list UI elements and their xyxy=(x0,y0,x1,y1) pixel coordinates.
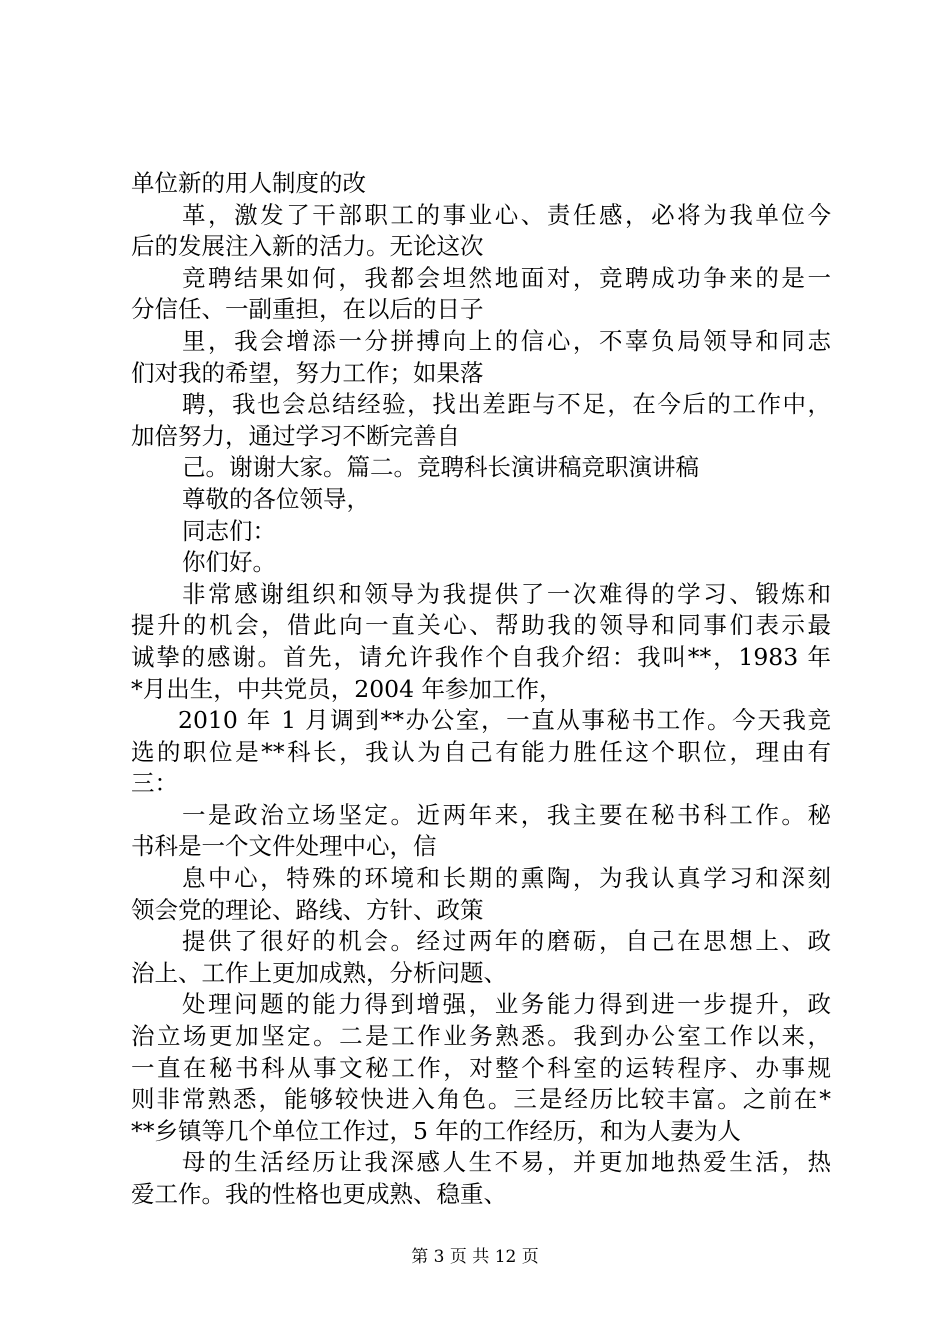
text-line: 竞聘结果如何，我都会坦然地面对，竞聘成功争来的是一 xyxy=(182,263,831,292)
text-line: 一直在秘书科从事文秘工作，对整个科室的运转程序、办事规 xyxy=(131,1053,831,1082)
text-line: 领会党的理论、路线、方针、政策 xyxy=(131,895,484,924)
text-line: 单位新的用人制度的改 xyxy=(131,169,366,197)
text-line: 加倍努力，通过学习不断完善自 xyxy=(131,421,460,450)
text-line: 己。谢谢大家。篇二。竞聘科长演讲稿竞职演讲稿 xyxy=(182,453,699,482)
text-line: 选的职位是**科长，我认为自己有能力胜任这个职位，理由有 xyxy=(131,737,831,766)
text-line: 同志们： xyxy=(182,516,276,545)
text-line: 提升的机会，借此向一直关心、帮助我的领导和同事们表示最 xyxy=(131,611,831,640)
text-line: *月出生，中共党员，2004 年参加工作， xyxy=(131,674,563,703)
text-line: 则非常熟悉，能够较快进入角色。三是经历比较丰富。之前在* xyxy=(131,1085,831,1114)
text-line: 后的发展注入新的活力。无论这次 xyxy=(131,232,484,261)
text-line: 治立场更加坚定。二是工作业务熟悉。我到办公室工作以来， xyxy=(131,1022,831,1051)
text-line: 治上、工作上更加成熟，分析问题、 xyxy=(131,958,507,987)
text-line: 一是政治立场坚定。近两年来，我主要在秘书科工作。秘 xyxy=(182,800,831,829)
text-line: 们对我的希望，努力工作；如果落 xyxy=(131,358,484,387)
text-line: 里，我会增添一分拼搏向上的信心，不辜负局领导和同志 xyxy=(182,326,831,355)
text-line: 处理问题的能力得到增强，业务能力得到进一步提升，政 xyxy=(182,990,831,1019)
text-line: 息中心，特殊的环境和长期的熏陶，为我认真学习和深刻 xyxy=(182,864,831,893)
text-line: 尊敬的各位领导， xyxy=(182,484,370,513)
page-number-footer: 第 3 页 共 12 页 xyxy=(411,1247,539,1267)
text-line: 提供了很好的机会。经过两年的磨砺，自己在思想上、政 xyxy=(182,927,831,956)
text-line: 书科是一个文件处理中心，信 xyxy=(131,832,437,861)
text-line: 非常感谢组织和领导为我提供了一次难得的学习、锻炼和 xyxy=(182,579,831,608)
text-line: 2010 年 1 月调到**办公室，一直从事秘书工作。今天我竞 xyxy=(178,706,831,735)
text-line: 三： xyxy=(131,769,178,798)
text-line: 你们好。 xyxy=(182,548,276,577)
text-line: **乡镇等几个单位工作过，5 年的工作经历，和为人妻为人 xyxy=(131,1116,741,1145)
text-line: 母的生活经历让我深感人生不易，并更加地热爱生活，热 xyxy=(182,1148,831,1177)
text-line: 爱工作。我的性格也更成熟、稳重、 xyxy=(131,1180,507,1208)
text-line: 聘，我也会总结经验，找出差距与不足，在今后的工作中， xyxy=(182,390,831,419)
text-line: 分信任、一副重担，在以后的日子 xyxy=(131,295,484,324)
text-line: 诚挚的感谢。首先，请允许我作个自我介绍：我叫**，1983 年 xyxy=(131,642,831,671)
text-line: 革，激发了干部职工的事业心、责任感，必将为我单位今 xyxy=(182,200,831,229)
document-body xyxy=(131,168,831,1211)
